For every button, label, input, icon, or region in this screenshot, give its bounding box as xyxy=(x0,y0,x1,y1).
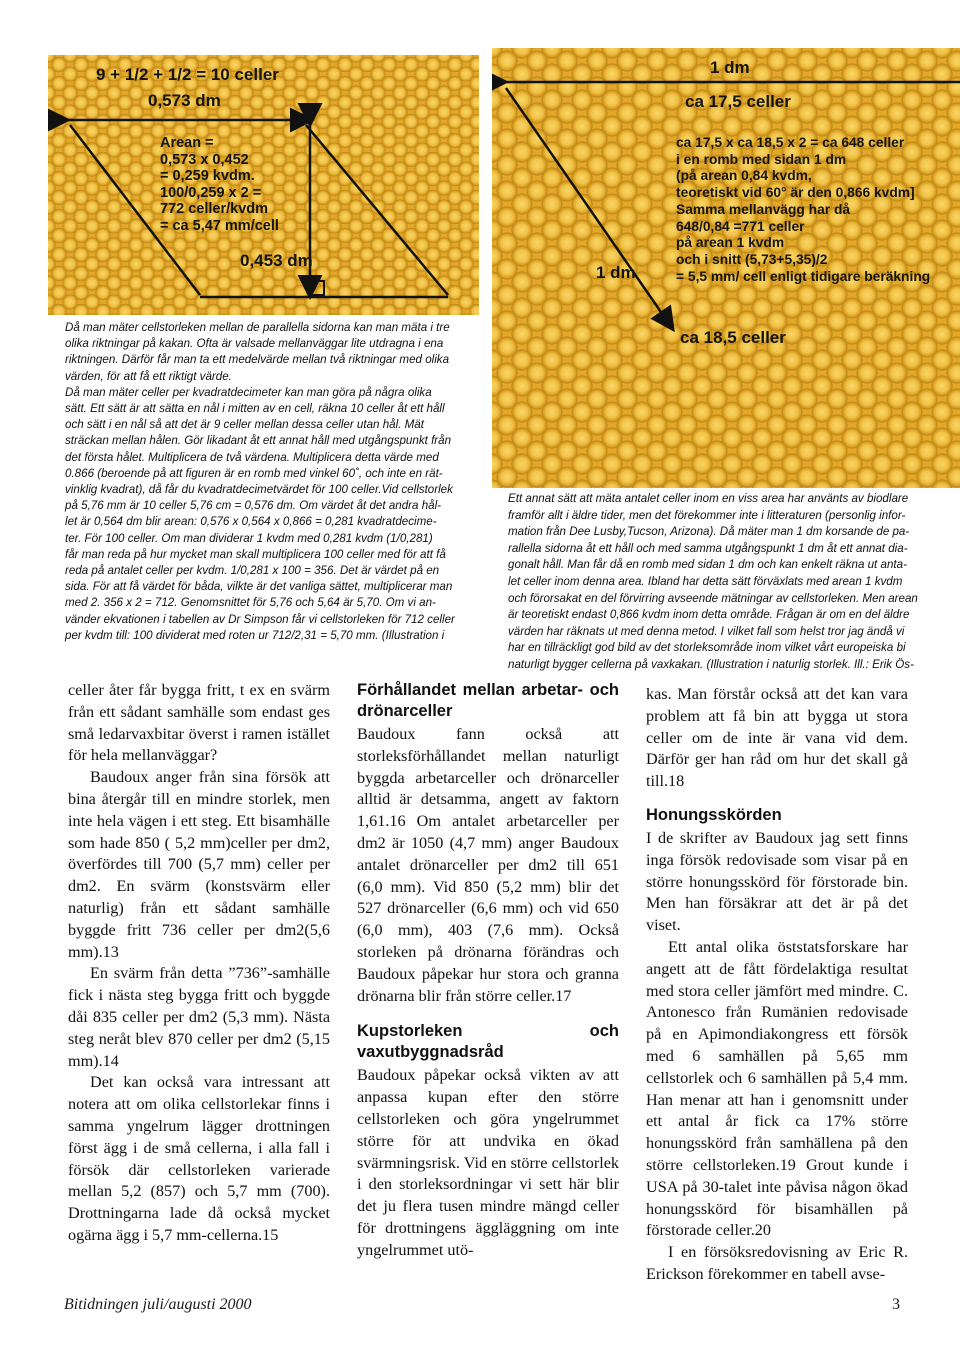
caption-line: med 2. 356 x 2 = 712. Genomsnittet för 5,76 och 5,64 är 5,70. Om vi an- xyxy=(65,596,436,610)
caption-line: värden, för att få ett riktigt värde. xyxy=(65,369,232,383)
section-heading: Honungsskörden xyxy=(646,805,782,824)
caption-line: Då man mäter cellstorleken mellan de parallella sidorna kan man mäta i tre xyxy=(65,321,450,334)
caption-line: sätt. Ett sätt är att sätta en nål i mitten av en cell, räkna 10 celler åt ett håll xyxy=(65,402,445,416)
caption-line: per kvdm till: 100 dividerat med roten ur 712/2,31 = 5,70 mm. (Illustration i xyxy=(65,628,445,642)
paragraph: kas. Man förstår också att det kan vara problem att få bin att bygga ut stora celler om de inte är vana vid dem. Därför ger han råd om hur det skall gå till.18 xyxy=(646,685,908,791)
area-calculation xyxy=(160,135,279,234)
caption-line: får man reda på hur mycket man skall multiplicera 100 celler med för att få xyxy=(65,547,446,561)
area-line: 0,573 x 0,452 xyxy=(160,151,249,168)
height-label: 0,453 dm xyxy=(240,251,313,270)
caption-line: let celler inom denna area. Ibland har detta sätt förväxlats med arean 1 kvdm xyxy=(508,574,903,588)
caption-line: ter. För 100 celler. Om man dividerar 1 kvdm med 0,281 kvdm (1/0,281) xyxy=(65,531,433,545)
caption-line: det första hålet. Multiplicera de två värdena. Multiplicera detta värde med xyxy=(65,450,439,464)
caption-line: sträckan mellan hålen. Gör likadant åt ett annat håll med utgångspunkt från xyxy=(65,434,452,448)
caption-line: naturligt bygger cellerna på vaxkakan. (Illustration i naturlig storlek. Ill.: Erik Ös- xyxy=(508,657,914,671)
section-heading: Förhållandet mellan arbetar- och drönarceller xyxy=(357,681,619,720)
side-dm-label: 1 dm xyxy=(596,263,636,282)
calc-line: och i snitt (5,73+5,35)/2 xyxy=(676,251,828,267)
paragraph: I en försöksredovisning av Eric R. Erickson förekommer en tabell avse- xyxy=(646,1243,908,1283)
top-dm-label: 1 dm xyxy=(710,58,750,77)
article-column-3 xyxy=(646,684,908,1286)
caption-line: vinklig kvadrat), då får du kvadratdecimetvärdet för 100 celler.Vid cellstorlek xyxy=(65,483,453,497)
formula-label: 9 + 1/2 + 1/2 = 10 celler xyxy=(96,65,279,84)
paragraph: celler åter får bygga fritt, t ex en svärm från ett sådant samhälle som endast ges små ledarvaxbitar överst i ramen istället för hela mellanväggar? xyxy=(68,681,330,765)
caption-line: riktningen. Därför får man ta ett medelvärde mellan två riktningar med olika xyxy=(65,353,450,367)
section-heading: Kupstorleken och vaxutbyggnadsråd xyxy=(357,1022,619,1062)
paragraph: En svärm från detta ”736”-samhälle fick i nästa steg bygga fritt och byggde dåi 835 celler per dm2 (5,3 mm). Nästa steg neråt blev 870 celler per dm2 (5,15 mm).14 xyxy=(68,964,330,1070)
caption-line: mation från Dee Lusby,Tucson, Arizona). Då mäter man 1 dm korsande de pa- xyxy=(508,525,910,539)
article-column-1 xyxy=(68,680,330,1247)
caption-line: Då man mäter celler per kvadratdecimeter kan man göra på några olika xyxy=(65,385,432,399)
publication-footer: Bitidningen juli/augusti 2000 xyxy=(64,1296,252,1313)
caption-line: 0.866 (beroende på att figuren är en romb med vinkel 60˚, och inte en rät- xyxy=(65,466,443,480)
caption-line: olika riktningar på kakan. Ofta är valsade mellanväggar lite utdragna i ena xyxy=(65,337,444,351)
caption-line: Ett annat sätt att mäta antalet celler inom en viss area har använts av biodlare xyxy=(508,492,909,505)
calc-line: (på arean 0,84 kvdm, xyxy=(676,168,812,184)
calc-line: Samma mellanvägg har då xyxy=(676,201,851,217)
article-column-2 xyxy=(357,680,619,1262)
caption-line: på 5,76 mm är 10 celler 5,76 cm = 0,576 dm. Om värdet åt det andra hål- xyxy=(65,499,442,513)
cells-top-label: ca 17,5 celler xyxy=(685,92,791,111)
paragraph: Det kan också vara intressant att notera att om olika cellstorlekar finns i samma yngelrum lägger drottningen först ägg i de små cellerna, i alla fall i försök där cellstorleken varierade mellan 5,2 (857) och 5,7 mm (700). Drottningarna lade då också mycket ogärna ägg i 5,7 mm-cellerna.15 xyxy=(68,1073,330,1244)
calc-line: på arean 1 kvdm xyxy=(676,235,785,251)
caption-line: och förorsakat en del förvirring avseende mätningar av cellstorleken. Men arean xyxy=(508,591,918,605)
caption-line: vänder ekvationen i tabellen av Dr Simpson får vi cellstorleken för 712 celler xyxy=(65,612,455,626)
width-label: 0,573 dm xyxy=(148,91,221,110)
honeycomb-photo-left xyxy=(48,55,479,315)
paragraph: Ett antal olika öststatsforskare har angett att de fått fördelaktiga resultat med stora celler jämfört med mindre. C. Antonesco från Rumänien redovisade på en Apimondiakongress ett försök med 6 samhällen på 5,65 mm cellstorlek och 6 samhällen på 5,4 mm. Han menar att han i genomsnitt under ett antal år fick ca 17% större honungsskörd från samhällena på den större cellstorleken.19 Grout kunde i USA på 30-talet inte påvisa någon ökad honungsskörd för bisamhällen på förstorade celler.20 xyxy=(646,937,908,1240)
rhombus-calculation xyxy=(676,135,930,285)
caption-line: reda på antalet celler per kvdm. 1/0,281 x 100 = 356. Det är värdet på en xyxy=(65,564,440,578)
calc-line: i en romb med sidan 1 dm xyxy=(676,151,847,167)
area-line: = 0,259 kvdm. xyxy=(160,168,255,184)
page-number: 3 xyxy=(892,1296,900,1313)
paragraph: Baudoux anger från sina försök att bina återgår till en mindre storlek, men inte hela vägen i ett steg. Ett bisamhälle som hade 850 ( 5,2 mm)celler per dm2, överfördes till 700 (5,7 mm) celler per dm2. En svärm (konstsvärm eller naturlig) från ett sådant samhälle byggde fritt 736 celler per dm2(5,6 mm).13 xyxy=(68,768,330,961)
area-line: 772 celler/kvdm xyxy=(160,201,269,217)
calc-line: teoretiskt vid 60° är den 0,866 kvdm] xyxy=(676,185,915,201)
paragraph: I de skrifter av Baudoux jag sett finns inga försök redovisade som visar på en större honungsskörd för förstorade bin. Men han försäkrar att det är på det viset. xyxy=(646,828,908,935)
calc-line: = 5,5 mm/ cell enligt tidigare beräkning xyxy=(676,268,931,284)
caption-line: gonalt håll. Man får då en romb med sidan 1 dm och kan enkelt räkna ut anta- xyxy=(508,558,907,572)
paragraph: Baudoux fann också att storleksförhållandet mellan naturligt byggda arbetarceller och drönarceller alltid är detsamma, angett av faktorn 1,61.16 Om antalet arbetarceller per dm2 är 1050 (4,7 mm) anger Baudoux antalet drönarceller per dm2 till 651 (6,0 mm). Vid 850 (5,2 mm) blir det 527 drönarceller (6,6 mm) och vid 650 (6,0 mm), 403 (7,6 mm). Också storleken på drönarna förändras och Baudoux påpekar hur stora och granna drönarna blir från större celler.17 xyxy=(357,725,619,1005)
caption-left xyxy=(65,320,477,644)
caption-line: och sätt i en nål så att det är 9 celler mellan dessa celler utan hål. Mät xyxy=(65,418,424,432)
caption-line: rallella sidorna åt ett håll och med samma utgångspunkt 1 dm åt ett annat dia- xyxy=(508,541,908,555)
caption-right xyxy=(508,491,956,674)
calc-line: ca 17,5 x ca 18,5 x 2 = ca 648 celler xyxy=(676,135,905,150)
calc-line: 648/0,84 =771 celler xyxy=(676,218,805,234)
caption-line: framför allt i äldre tider, men det förekommer inte i litteraturen (personlig infor- xyxy=(508,508,906,522)
area-line: 100/0,259 x 2 = xyxy=(160,184,262,201)
caption-line: har en tillräckligt god bild av det storleksområde inom vilket vårt europeiska bi xyxy=(508,641,906,655)
caption-line: let är 0,564 dm blir arean: 0,576 x 0,564 x 0,866 = 0,281 kvadratdecime- xyxy=(65,515,437,529)
caption-line: är teoretiskt endast 0,866 kvdm inom detta område. Frågan är om en del äldre xyxy=(508,608,910,622)
honeycomb-photo-right xyxy=(492,48,960,488)
area-line: Arean = xyxy=(160,135,214,151)
area-line: = ca 5,47 mm/cell xyxy=(160,217,279,234)
caption-line: sida. För att få värdet för båda, vilkte är det vanliga sättet, multiplicerar man xyxy=(65,580,453,594)
caption-line: värden har räknats ut med denna metod. I vilket fall som helst tror jag ändå vi xyxy=(508,624,905,638)
cells-bottom-label: ca 18,5 celler xyxy=(680,328,786,347)
paragraph: Baudoux påpekar också vikten av att anpassa kupan efter den större cellstorleken och göra yngelrummet större för att undvika en ökad svärmningsrisk. Vid en större cellstorlek i den storleksordningar vi sett här blir det ju flera tusen mindre mängd celler för drottningens äggläggning om inte yngelrummet utö- xyxy=(357,1066,619,1259)
